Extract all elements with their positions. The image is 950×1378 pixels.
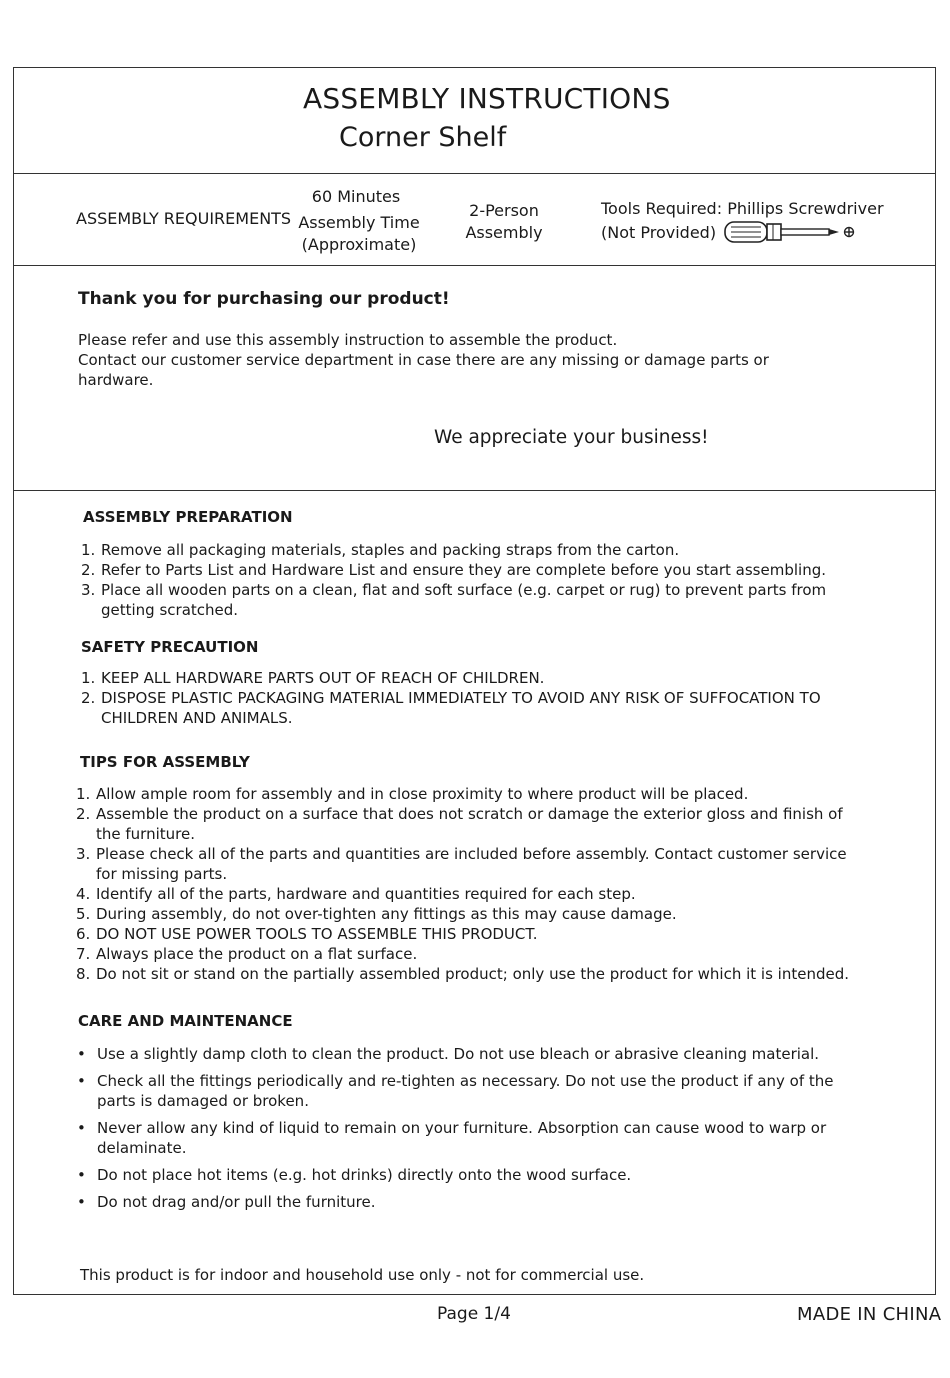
item-text: Identify all of the parts, hardware and quantities required for each step.	[96, 885, 636, 903]
thanks-line1: Please refer and use this assembly instruction to assemble the product.	[78, 331, 618, 349]
item-text: Refer to Parts List and Hardware List and ensure they are complete before you start assembling.	[101, 561, 826, 579]
list-item	[81, 540, 861, 560]
item-text: Never allow any kind of liquid to remain on your furniture. Absorption can cause wood to warp or delaminate.	[97, 1119, 827, 1157]
thanks-paragraph	[78, 330, 778, 390]
persons-line1: 2-Person	[469, 201, 539, 220]
bullet-icon: •	[77, 1119, 86, 1137]
thanks-heading: Thank you for purchasing our product!	[78, 289, 450, 309]
item-text: Do not sit or stand on the partially assembled product; only use the product for which it is intended.	[96, 965, 849, 983]
safety-list	[81, 668, 861, 728]
item-text: During assembly, do not over-tighten any fittings as this may cause damage.	[96, 905, 677, 923]
time-value: 60 Minutes	[311, 187, 401, 206]
product-name: Corner Shelf	[339, 122, 507, 153]
item-number: 4.	[76, 885, 91, 903]
list-item	[76, 804, 866, 844]
tips-heading: TIPS FOR ASSEMBLY	[80, 753, 250, 771]
item-number: 8.	[76, 965, 91, 983]
item-text: Remove all packaging materials, staples and packing straps from the carton.	[101, 541, 680, 559]
item-text: DISPOSE PLASTIC PACKAGING MATERIAL IMMEDIATELY TO AVOID ANY RISK OF SUFFOCATION TO CHILDREN AND ANIMALS.	[101, 689, 821, 727]
bullet-icon: •	[77, 1045, 86, 1063]
preparation-heading: ASSEMBLY PREPARATION	[83, 508, 293, 526]
requirements-label: ASSEMBLY REQUIREMENTS	[76, 209, 292, 228]
usage-note: This product is for indoor and household use only - not for commercial use.	[80, 1266, 645, 1284]
list-item	[77, 1044, 837, 1064]
time-label-line1: Assembly Time	[298, 213, 420, 232]
item-text: Do not drag and/or pull the furniture.	[97, 1193, 376, 1211]
item-number: 1.	[81, 669, 96, 687]
preparation-list	[81, 540, 861, 620]
item-text: Always place the product on a flat surface.	[96, 945, 418, 963]
list-item	[76, 884, 866, 904]
item-number: 6.	[76, 925, 91, 943]
list-item	[81, 688, 861, 728]
tools-not-provided: (Not Provided)	[601, 223, 717, 242]
list-item	[76, 844, 866, 884]
bullet-icon: •	[77, 1072, 86, 1090]
list-item	[76, 964, 866, 984]
thanks-line2: Contact our customer service department in case there are any missing or damage parts or hardware.	[78, 351, 769, 389]
page-number: Page 1/4	[437, 1304, 511, 1324]
item-text: Check all the fittings periodically and re-tighten as necessary. Do not use the product if any of the parts is damaged or broken.	[97, 1072, 834, 1110]
safety-heading: SAFETY PRECAUTION	[81, 638, 259, 656]
appreciate-text: We appreciate your business!	[434, 427, 709, 448]
list-item	[81, 580, 861, 620]
item-number: 1.	[81, 541, 96, 559]
item-number: 3.	[81, 581, 96, 599]
item-number: 2.	[81, 689, 96, 707]
item-text: Place all wooden parts on a clean, flat and soft surface (e.g. carpet or rug) to prevent parts from getting scratched.	[101, 581, 827, 619]
persons-required	[454, 200, 554, 244]
item-text: Please check all of the parts and quantities are included before assembly. Contact customer service for missing parts.	[96, 845, 847, 883]
item-number: 5.	[76, 905, 91, 923]
item-number: 7.	[76, 945, 91, 963]
list-item	[76, 904, 866, 924]
divider	[14, 173, 935, 174]
list-item	[77, 1071, 837, 1111]
item-text: DO NOT USE POWER TOOLS TO ASSEMBLE THIS PRODUCT.	[96, 925, 538, 943]
list-item	[81, 668, 861, 688]
item-text: Assemble the product on a surface that does not scratch or damage the exterior gloss and finish of the furniture.	[96, 805, 843, 843]
divider	[14, 265, 935, 266]
list-item	[77, 1165, 837, 1185]
care-heading: CARE AND MAINTENANCE	[78, 1012, 293, 1030]
item-text: Use a slightly damp cloth to clean the product. Do not use bleach or abrasive cleaning material.	[97, 1045, 820, 1063]
list-item	[77, 1192, 837, 1212]
document-frame	[13, 67, 936, 1295]
list-item	[77, 1118, 837, 1158]
list-item	[76, 944, 866, 964]
item-number: 3.	[76, 845, 91, 863]
bullet-icon: •	[77, 1166, 86, 1184]
divider	[14, 490, 935, 491]
item-text: Allow ample room for assembly and in close proximity to where product will be placed.	[96, 785, 749, 803]
document-title: ASSEMBLY INSTRUCTIONS	[303, 82, 671, 115]
item-number: 2.	[81, 561, 96, 579]
time-label-line2: (Approximate)	[301, 235, 417, 254]
time-label	[296, 212, 422, 256]
assembly-time	[306, 186, 406, 208]
made-in-label: MADE IN CHINA	[797, 1304, 942, 1325]
tools-required: Tools Required: Phillips Screwdriver	[601, 199, 884, 218]
bullet-icon: •	[77, 1193, 86, 1211]
list-item	[76, 924, 866, 944]
item-text: KEEP ALL HARDWARE PARTS OUT OF REACH OF CHILDREN.	[101, 669, 545, 687]
care-list	[77, 1044, 837, 1219]
item-number: 1.	[76, 785, 91, 803]
item-text: Do not place hot items (e.g. hot drinks) directly onto the wood surface.	[97, 1166, 632, 1184]
list-item	[76, 784, 866, 804]
list-item	[81, 560, 861, 580]
item-number: 2.	[76, 805, 91, 823]
persons-line2: Assembly	[465, 223, 543, 242]
tips-list	[76, 784, 866, 984]
screwdriver-icon	[723, 218, 858, 246]
